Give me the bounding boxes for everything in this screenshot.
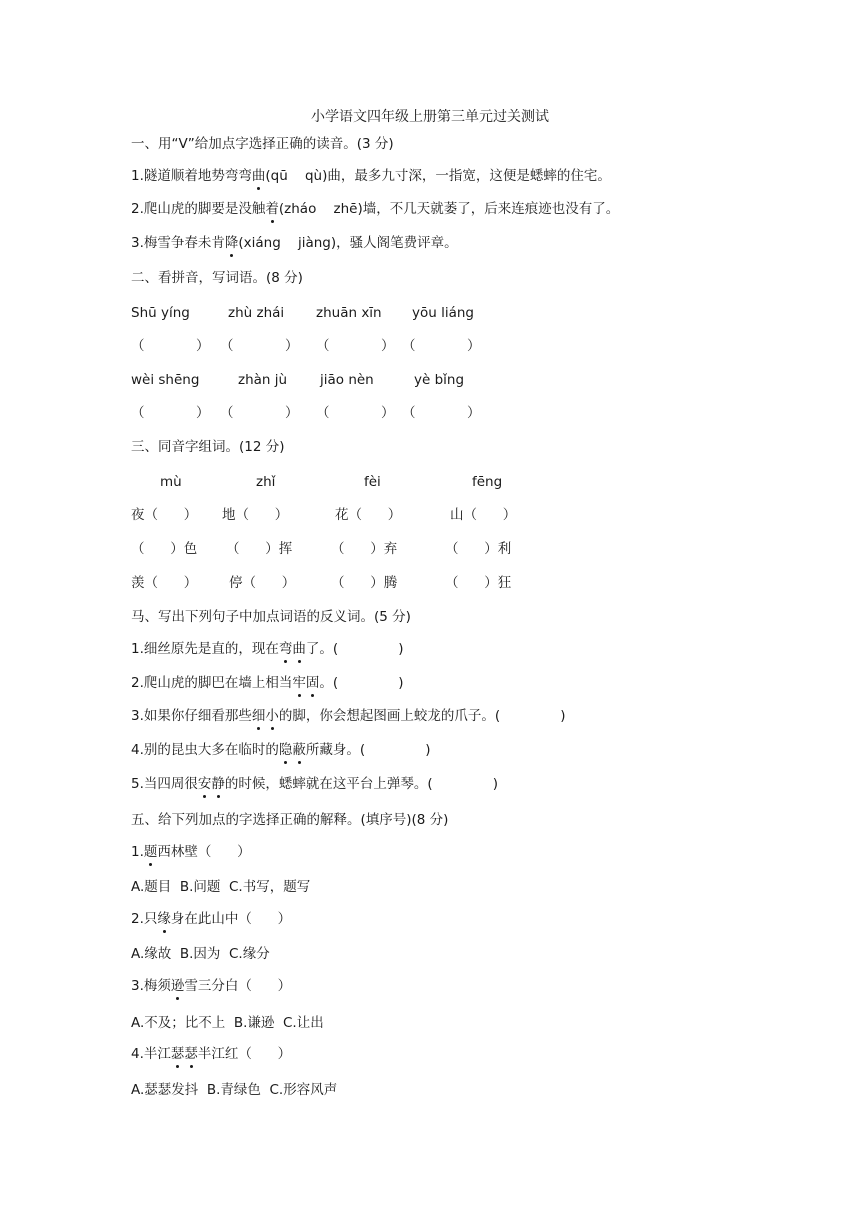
s4-question-3 [131, 707, 566, 725]
s5-question-2 [131, 910, 291, 928]
s4-question-1 [131, 640, 404, 658]
dotted-char: 瑟 [170, 1046, 185, 1062]
dotted-char: 弯 [278, 641, 293, 657]
dotted-char: 瑟 [184, 1046, 198, 1062]
q-text: 4.别的昆虫大多在临时的 [131, 742, 279, 758]
s4-question-4 [131, 741, 431, 759]
q-text: 3.梅雪争春未肯 [131, 235, 225, 251]
q-text: 1.细丝原先是直的，现在 [131, 641, 279, 657]
dotted-char: 细 [251, 708, 266, 724]
q-text: 雪三分白（ ） [184, 978, 292, 994]
section-2-heading: 二、看拼音，写词语。(8 分) [131, 270, 303, 286]
pinyin-item: mù [160, 474, 182, 490]
section-3-heading: 三、同音字组词。(12 分) [131, 439, 285, 455]
word-blank: 羡（ ） [131, 575, 198, 591]
dotted-char: 题 [143, 844, 158, 860]
answer-blank: （ ） [220, 405, 299, 421]
q-text: 西林壁（ ） [157, 844, 251, 860]
s5-options-3: A.不及；比不上 B.谦逊 C.让出 [131, 1015, 324, 1031]
q-text: 的脚，你会想起图画上蛟龙的爪子。( ) [278, 708, 566, 724]
s5-options-1: A.题目 B.问题 C.书写，题写 [131, 879, 311, 895]
answer-blank: （ ） [131, 338, 210, 354]
word-blank: 山（ ） [450, 507, 517, 523]
q-text: (xiáng jiàng)，骚人阁笔费评章。 [238, 235, 458, 251]
s1-question-1 [131, 167, 611, 185]
dotted-char: 安 [197, 776, 212, 792]
word-blank: 花（ ） [335, 507, 402, 523]
q-text: (zháo zhē)墙，不几天就萎了，后来连痕迹也没有了。 [278, 201, 620, 217]
q-text: 2.爬山虎的脚要是没触 [131, 201, 266, 217]
answer-blank: （ ） [220, 338, 299, 354]
dotted-char: 逊 [170, 978, 185, 994]
s4-question-5 [131, 775, 498, 793]
pinyin-item: zhàn jù [238, 372, 288, 388]
s5-question-3 [131, 977, 291, 995]
q-text: 1. [131, 844, 144, 860]
q-text: 身在此山中（ ） [170, 911, 292, 927]
answer-blank: （ ） [316, 405, 395, 421]
s4-question-2 [131, 674, 404, 692]
dotted-char: 小 [265, 708, 279, 724]
word-blank: （ ）色 [131, 541, 198, 557]
q-text: 1.隧道顺着地势弯弯 [131, 168, 252, 184]
q-text: 4.半江 [131, 1046, 171, 1062]
pinyin-item: zhǐ [256, 474, 276, 490]
pinyin-item: fèi [364, 474, 381, 490]
dotted-char: 静 [211, 776, 225, 792]
word-blank: （ ）弃 [331, 541, 398, 557]
q-text: 半江红（ ） [197, 1046, 292, 1062]
dotted-char: 曲 [251, 168, 266, 184]
pinyin-item: zhuān xīn [316, 305, 382, 321]
pinyin-item: Shū yíng [131, 305, 190, 321]
q-text: 所藏身。( ) [305, 742, 431, 758]
dotted-char: 隐 [278, 742, 293, 758]
dotted-char: 曲 [292, 641, 306, 657]
answer-blank: （ ） [402, 338, 481, 354]
word-blank: （ ）利 [445, 541, 512, 557]
section-4-heading: 马、写出下列句子中加点词语的反义词。(5 分) [131, 609, 411, 625]
q-text: 5.当四周很 [131, 776, 198, 792]
dotted-char: 缘 [157, 911, 171, 927]
dotted-char: 蔽 [292, 742, 306, 758]
q-text: 。( ) [319, 675, 404, 691]
s5-question-4 [131, 1045, 291, 1063]
dotted-word [279, 641, 306, 657]
q-text: 2.爬山虎的脚巴在墙上相当 [131, 675, 293, 691]
q-text: 3.梅须 [131, 978, 171, 994]
s1-question-2 [131, 200, 619, 218]
dotted-char: 着 [265, 201, 279, 217]
q-text: 2.只 [131, 911, 158, 927]
pinyin-item: yè bǐng [414, 372, 465, 388]
s5-question-1 [131, 843, 251, 861]
section-5-heading: 五、给下列加点的字选择正确的解释。(填序号)(8 分) [131, 812, 449, 828]
s5-options-2: A.缘故 B.因为 C.缘分 [131, 946, 270, 962]
s1-question-3 [131, 234, 458, 252]
word-blank: （ ）狂 [445, 575, 512, 591]
pinyin-item: wèi shēng [131, 372, 200, 388]
word-blank: 停（ ） [229, 575, 296, 591]
pinyin-item: zhù zhái [228, 305, 285, 321]
answer-blank: （ ） [316, 338, 395, 354]
answer-blank: （ ） [402, 405, 481, 421]
pinyin-item: fēng [472, 474, 503, 490]
s5-options-4: A.瑟瑟发抖 B.青绿色 C.形容风声 [131, 1082, 338, 1098]
word-blank: 地（ ） [222, 507, 289, 523]
word-blank: （ ）挥 [226, 541, 293, 557]
word-blank: 夜（ ） [131, 507, 198, 523]
q-text: (qū qù)曲，最多九寸深，一指宽，这便是蟋蟀的住宅。 [265, 168, 611, 184]
dotted-char: 降 [224, 235, 239, 251]
q-text: 了。( ) [305, 641, 404, 657]
pinyin-item: yōu liáng [412, 305, 474, 321]
dotted-char: 固 [305, 675, 320, 691]
answer-blank: （ ） [131, 405, 210, 421]
q-text: 3.如果你仔细看那些 [131, 708, 252, 724]
pinyin-item: jiāo nèn [320, 372, 374, 388]
page-title: 小学语文四年级上册第三单元过关测试 [311, 109, 549, 125]
dotted-char: 牢 [292, 675, 306, 691]
section-1-heading: 一、用“V”给加点字选择正确的读音。(3 分) [131, 136, 394, 152]
word-blank: （ ）腾 [331, 575, 398, 591]
q-text: 的时候，蟋蟀就在这平台上弹琴。( ) [224, 776, 499, 792]
